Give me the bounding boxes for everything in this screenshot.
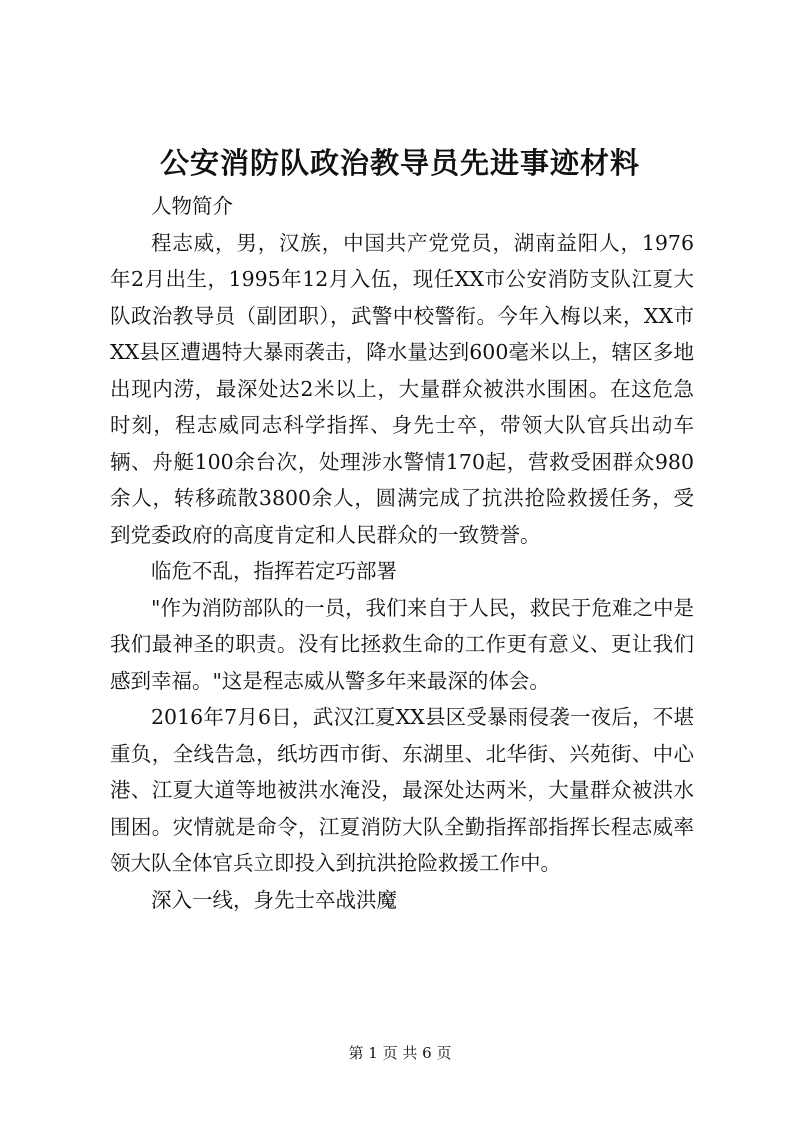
section-heading-profile: 人物简介 (151, 194, 233, 218)
document-title: 公安消防队政治教导员先进事迹材料 (159, 146, 640, 180)
section-heading-command: 临危不乱，指挥若定巧部署 (151, 559, 397, 583)
paragraph-profile: 程志威，男，汉族，中国共产党党员，湖南益阳人，1976年2月出生，1995年12月入伍，现任XX市公安消防支队江夏大队政治教导员（副团职），武警中校警衔。今年入梅以来，XX市XX县区遭遇特大暴雨袭击，降水量达到600毫米以上，辖区多地出现内涝，最深处达2米以上，大量群众被洪水围困。在这危急时刻，程志威同志科学指挥、身先士卒，带领大队官兵出动车辆、舟艇100余台次，处理涉水警情170起，营救受困群众980余人，转移疏散3800余人，圆满完成了抗洪抢险救援任务，受到党委政府的高度肯定和人民群众的一致赞誉。 (110, 230, 694, 547)
page-number-footer: 第 1 页 共 6 页 (348, 1044, 452, 1062)
section-heading-frontline: 深入一线，身先士卒战洪魔 (151, 887, 397, 912)
paragraph-quote: "作为消防部队的一员，我们来自于人民，救民于危难之中是我们最神圣的职责。没有比拯救生命的工作更有意义、更让我们感到幸福。"这是程志威从警多年来最深的体会。 (110, 595, 694, 693)
paragraph-flood-event: 2016年7月6日，武汉江夏XX县区受暴雨侵袭一夜后，不堪重负，全线告急，纸坊西市街、东湖里、北华街、兴苑街、中心港、江夏大道等地被洪水淹没，最深处达两米，大量群众被洪水围困。灾情就是命令，江夏消防大队全勤指挥部指挥长程志威率领大队全体官兵立即投入到抗洪抢险救援工作中。 (110, 705, 694, 875)
document-body (110, 188, 694, 918)
